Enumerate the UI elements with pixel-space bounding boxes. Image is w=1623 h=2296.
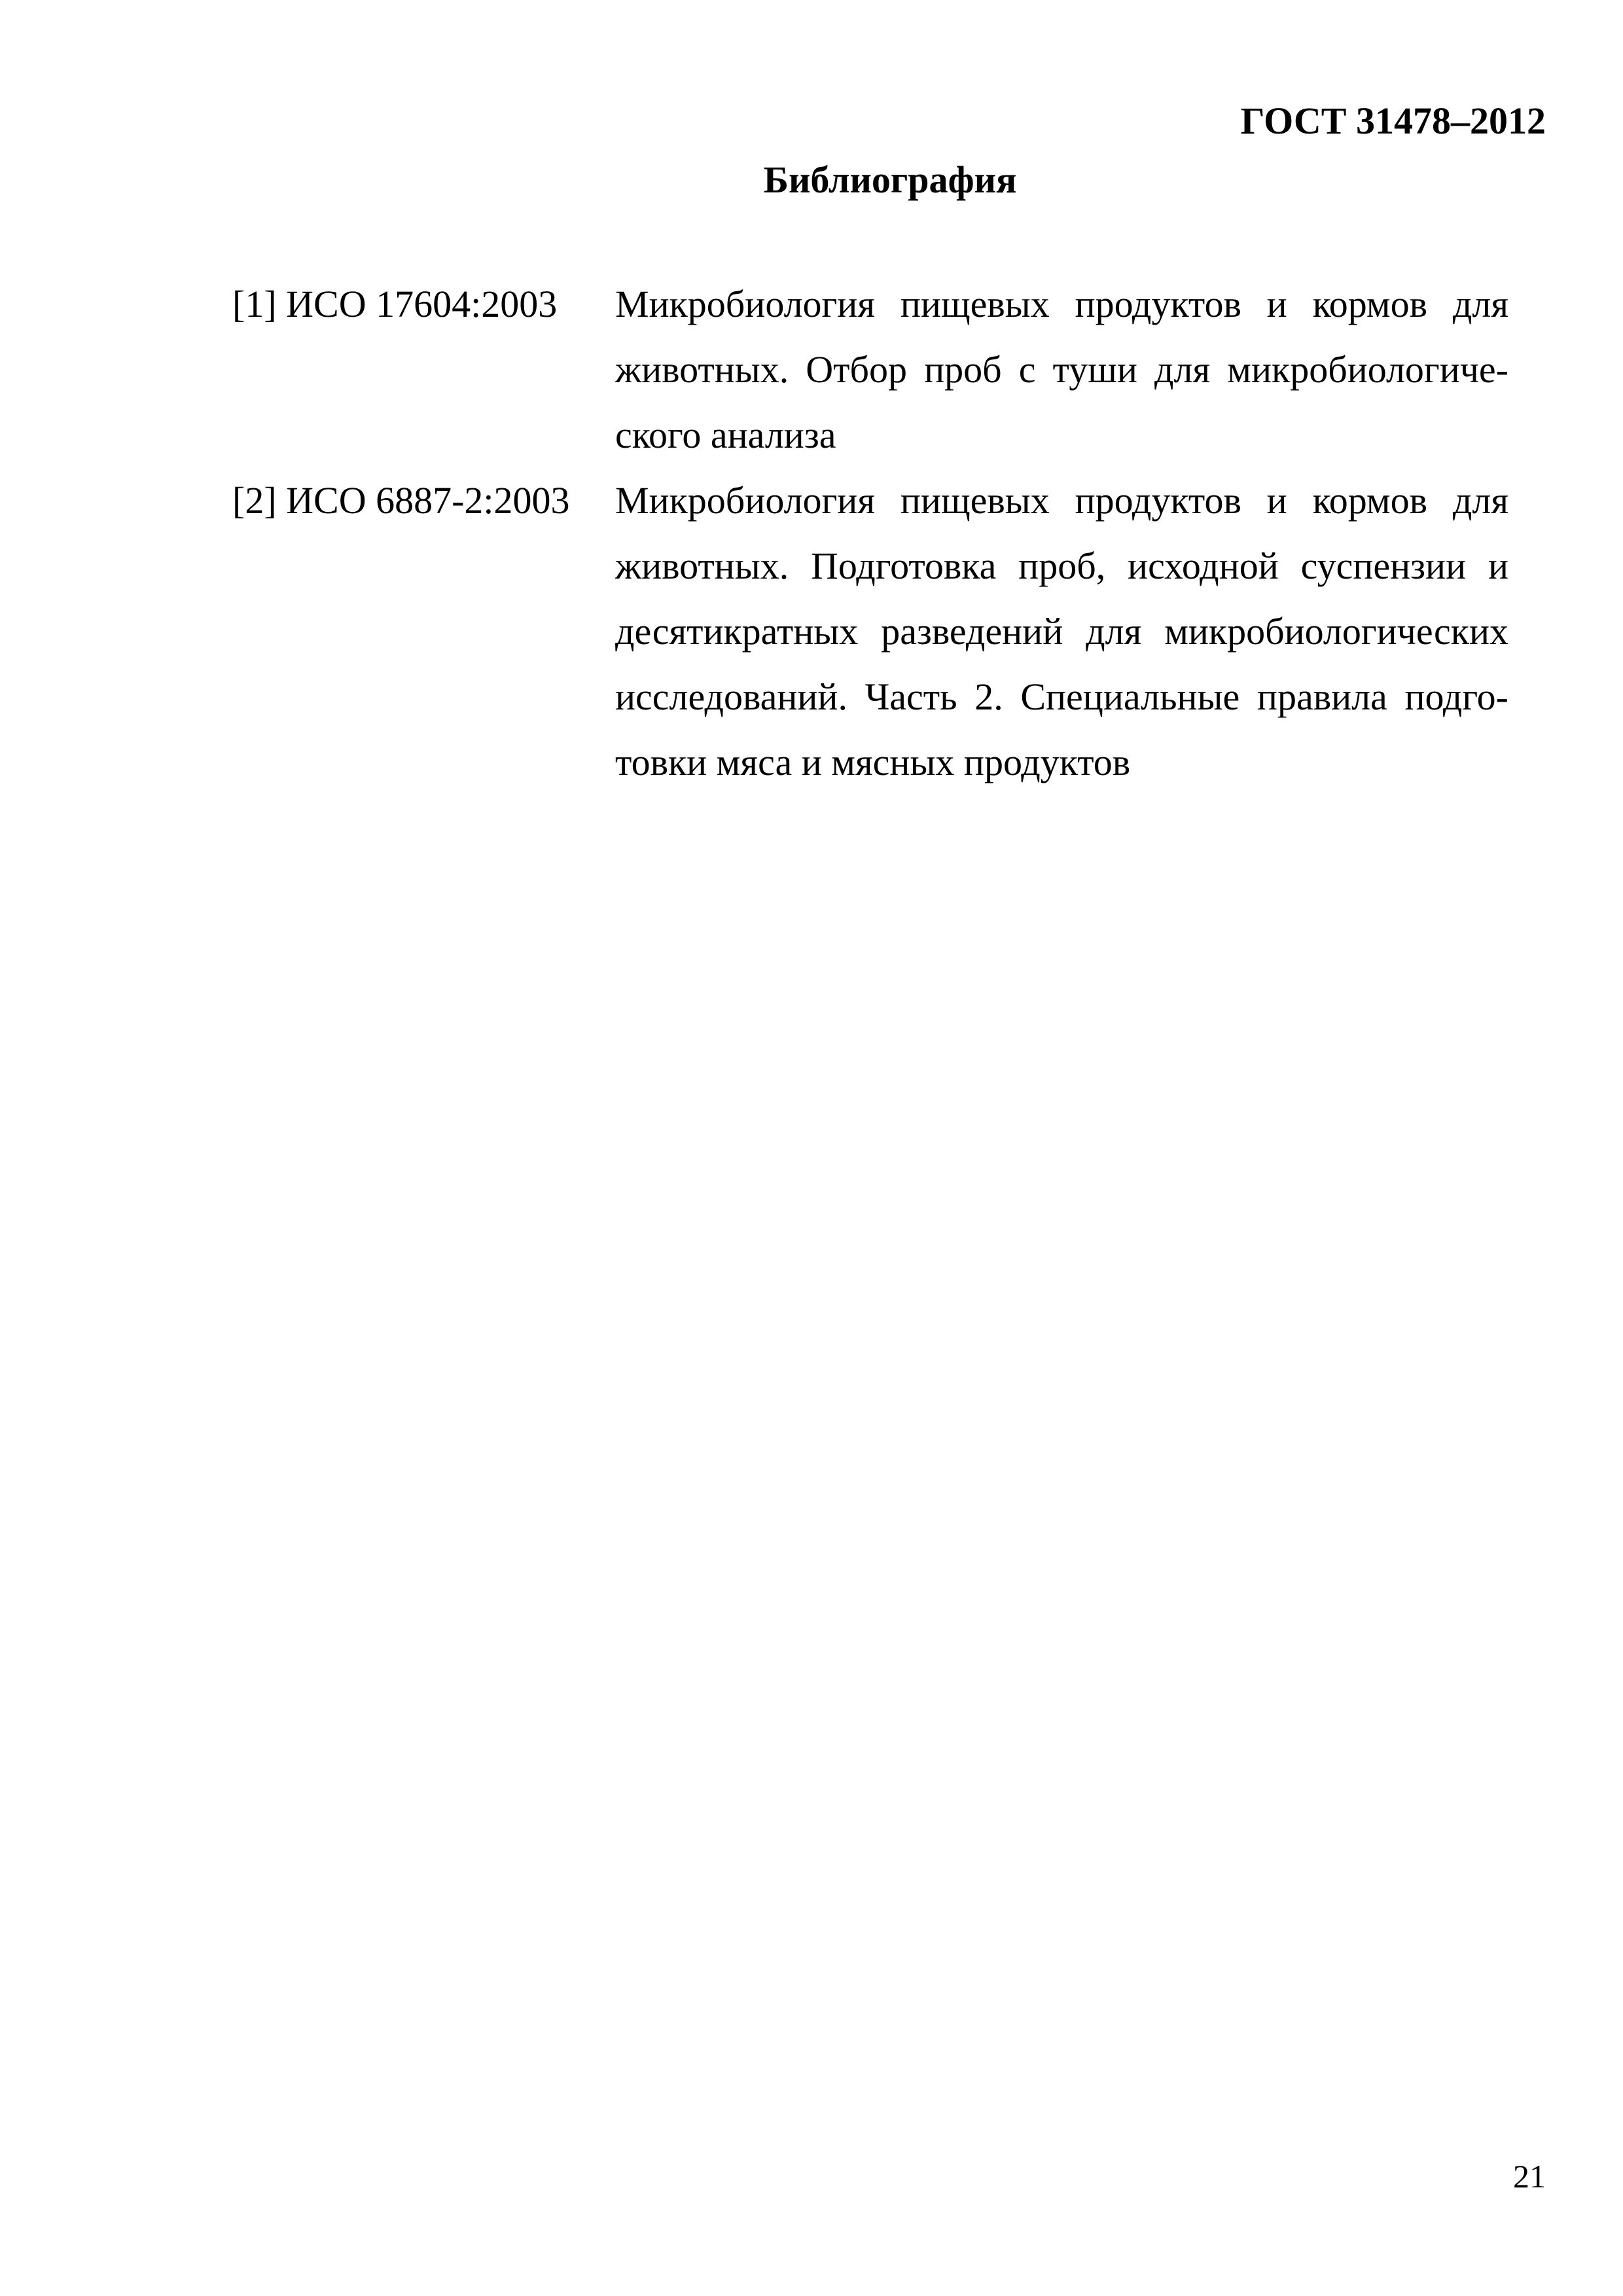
entry-title: Микробиология пищевых продуктов и кормов для животных. Отбор проб с туши для микробиологического анализа [615,283,1508,456]
entry-reference: [1] ИСО 17604:2003 [232,283,558,325]
bibliography-list [232,272,1508,795]
bibliography-entry [232,272,1508,468]
entry-title: Микробиология пищевых продуктов и кормов для животных. Подготовка проб, исходной суспензии и десятикратных разведений для микробиологических исследований. Часть 2. Специальные правила подготовки мяса и мясных продуктов [615,479,1508,783]
bibliography-entry [232,468,1508,795]
page-number: 21 [1513,2158,1546,2195]
entry-reference: [2] ИСО 6887-2:2003 [232,479,570,522]
bibliography-heading: Библиография [763,158,1017,201]
document-code: ГОСТ 31478–2012 [1240,99,1546,142]
